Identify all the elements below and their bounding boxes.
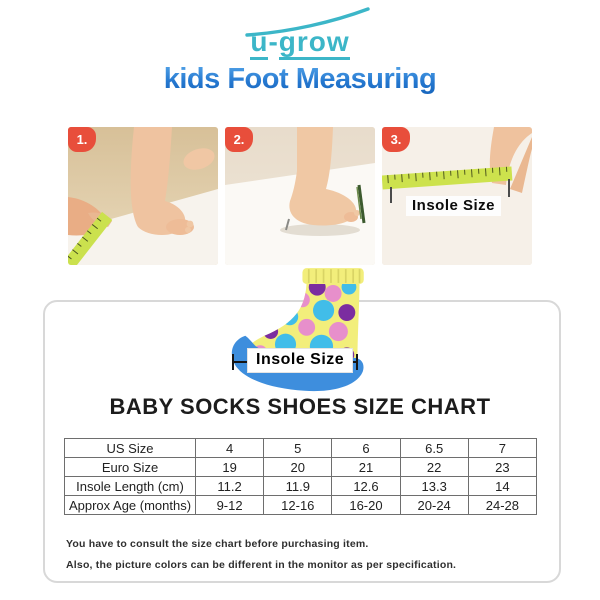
table-cell: 20-24: [400, 496, 468, 515]
step-badge-1: 1.: [68, 127, 96, 152]
table-cell: 19: [196, 458, 264, 477]
page-title: kids Foot Measuring: [0, 63, 600, 96]
step-photo-2: [225, 127, 375, 265]
table-cell: 11.9: [264, 477, 332, 496]
disclaimer-notes: [66, 538, 526, 580]
brand-logo-u: u: [250, 26, 268, 60]
row-label: Insole Length (cm): [65, 477, 196, 496]
table-cell: 22: [400, 458, 468, 477]
table-cell: 13.3: [400, 477, 468, 496]
table-cell: 23: [468, 458, 536, 477]
table-cell: 4: [196, 439, 264, 458]
table-cell: 6: [332, 439, 400, 458]
row-label: Approx Age (months): [65, 496, 196, 515]
size-table: [64, 438, 537, 515]
table-cell: 12-16: [264, 496, 332, 515]
note-line: Also, the picture colors can be different in the monitor as per specification.: [66, 559, 457, 571]
note-line: You have to consult the size chart before purchasing item.: [66, 538, 369, 550]
step-badge-3: 3.: [382, 127, 410, 152]
step-badge-2: 2.: [225, 127, 253, 152]
table-cell: 24-28: [468, 496, 536, 515]
insole-size-overlay-label: Insole Size: [406, 196, 501, 216]
table-cell: 7: [468, 439, 536, 458]
step-photo-1: [68, 127, 218, 265]
table-cell: 20: [264, 458, 332, 477]
table-cell: 12.6: [332, 477, 400, 496]
row-label: Euro Size: [65, 458, 196, 477]
table-cell: 6.5: [400, 439, 468, 458]
table-row-us-size: [65, 439, 537, 458]
brand-logo-dash: -: [268, 26, 279, 57]
table-cell: 11.2: [196, 477, 264, 496]
table-cell: 14: [468, 477, 536, 496]
table-row-approx-age: [65, 496, 537, 515]
table-cell: 16-20: [332, 496, 400, 515]
table-cell: 9-12: [196, 496, 264, 515]
table-cell: 21: [332, 458, 400, 477]
row-label: US Size: [65, 439, 196, 458]
table-cell: 5: [264, 439, 332, 458]
sock-illustration: [227, 266, 399, 395]
chart-title: BABY SOCKS SHOES SIZE CHART: [109, 394, 491, 419]
insole-size-label: Insole Size: [247, 348, 353, 373]
table-row-insole-length: [65, 477, 537, 496]
table-row-euro-size: [65, 458, 537, 477]
brand-logo-grow: grow: [279, 26, 350, 60]
step-photo-3: [382, 127, 532, 265]
brand-logo: [0, 26, 600, 58]
